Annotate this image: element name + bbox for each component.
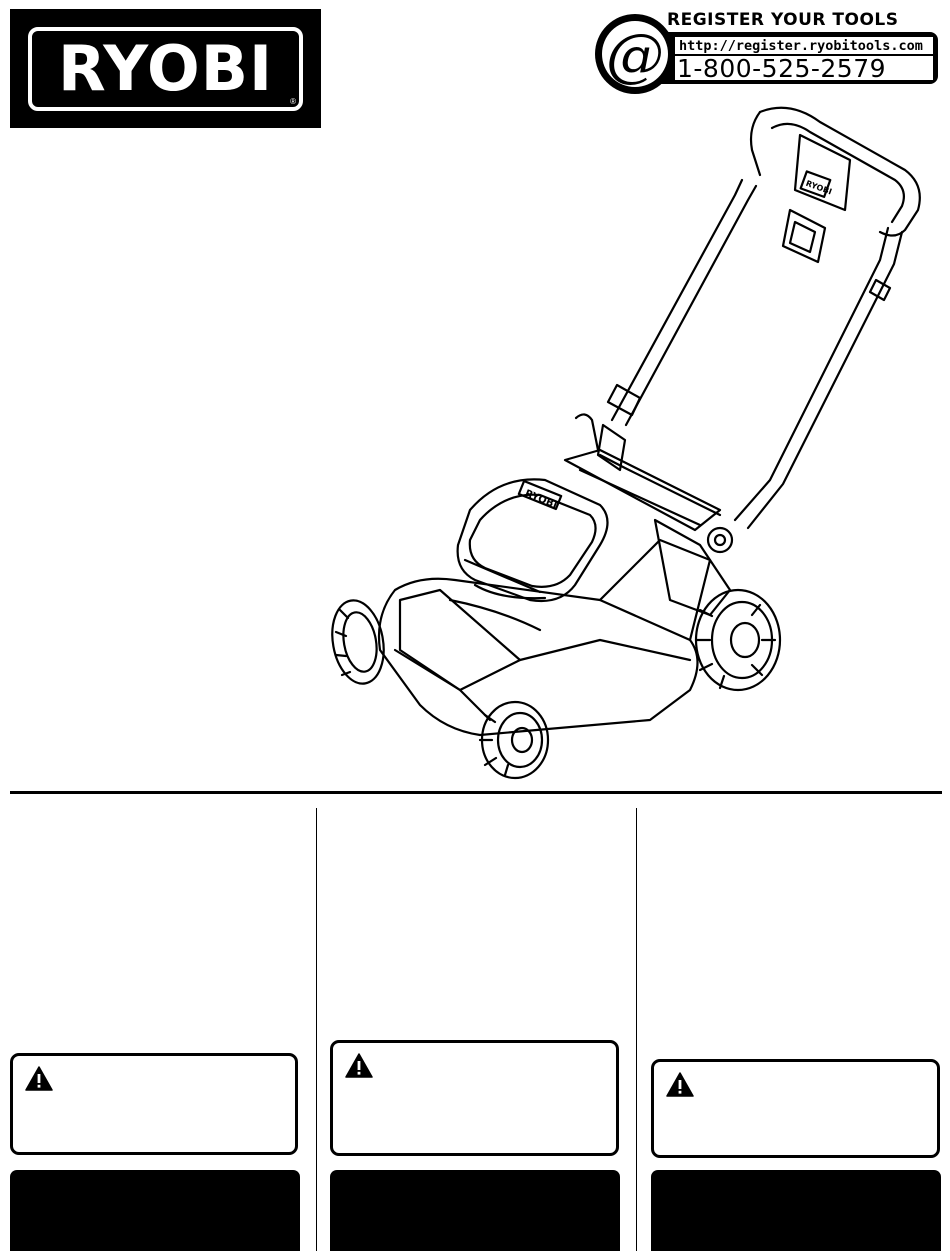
register-tools-block: [595, 10, 940, 98]
at-symbol: @: [606, 21, 664, 89]
warning-triangle-icon: [345, 1053, 373, 1078]
warning-box-col-3: [651, 1059, 940, 1158]
handle-badge-text: RYOBI: [804, 178, 834, 197]
section-divider: [10, 791, 942, 794]
column-divider-2: [636, 808, 637, 1251]
ryobi-logo: [10, 9, 321, 128]
lawn-mower-icon: [320, 100, 930, 790]
registered-mark: ®: [290, 96, 296, 106]
brand-name: RYOBI: [57, 31, 274, 105]
register-title: REGISTER YOUR TOOLS: [667, 10, 899, 30]
warning-triangle-icon: [666, 1072, 694, 1097]
warning-box-col-2: [330, 1040, 619, 1156]
logo-frame: [28, 27, 303, 111]
info-panel-col-1: [10, 1170, 300, 1251]
warning-box-col-1: [10, 1053, 298, 1155]
warning-triangle-icon: [25, 1066, 53, 1091]
register-url[interactable]: http://register.ryobitools.com: [679, 38, 923, 54]
battery-badge-text: RYOBI: [523, 488, 559, 512]
register-phone: 1-800-525-2579: [677, 54, 887, 83]
column-divider-1: [316, 808, 317, 1251]
info-panel-col-2: [330, 1170, 620, 1251]
info-panel-col-3: [651, 1170, 941, 1251]
